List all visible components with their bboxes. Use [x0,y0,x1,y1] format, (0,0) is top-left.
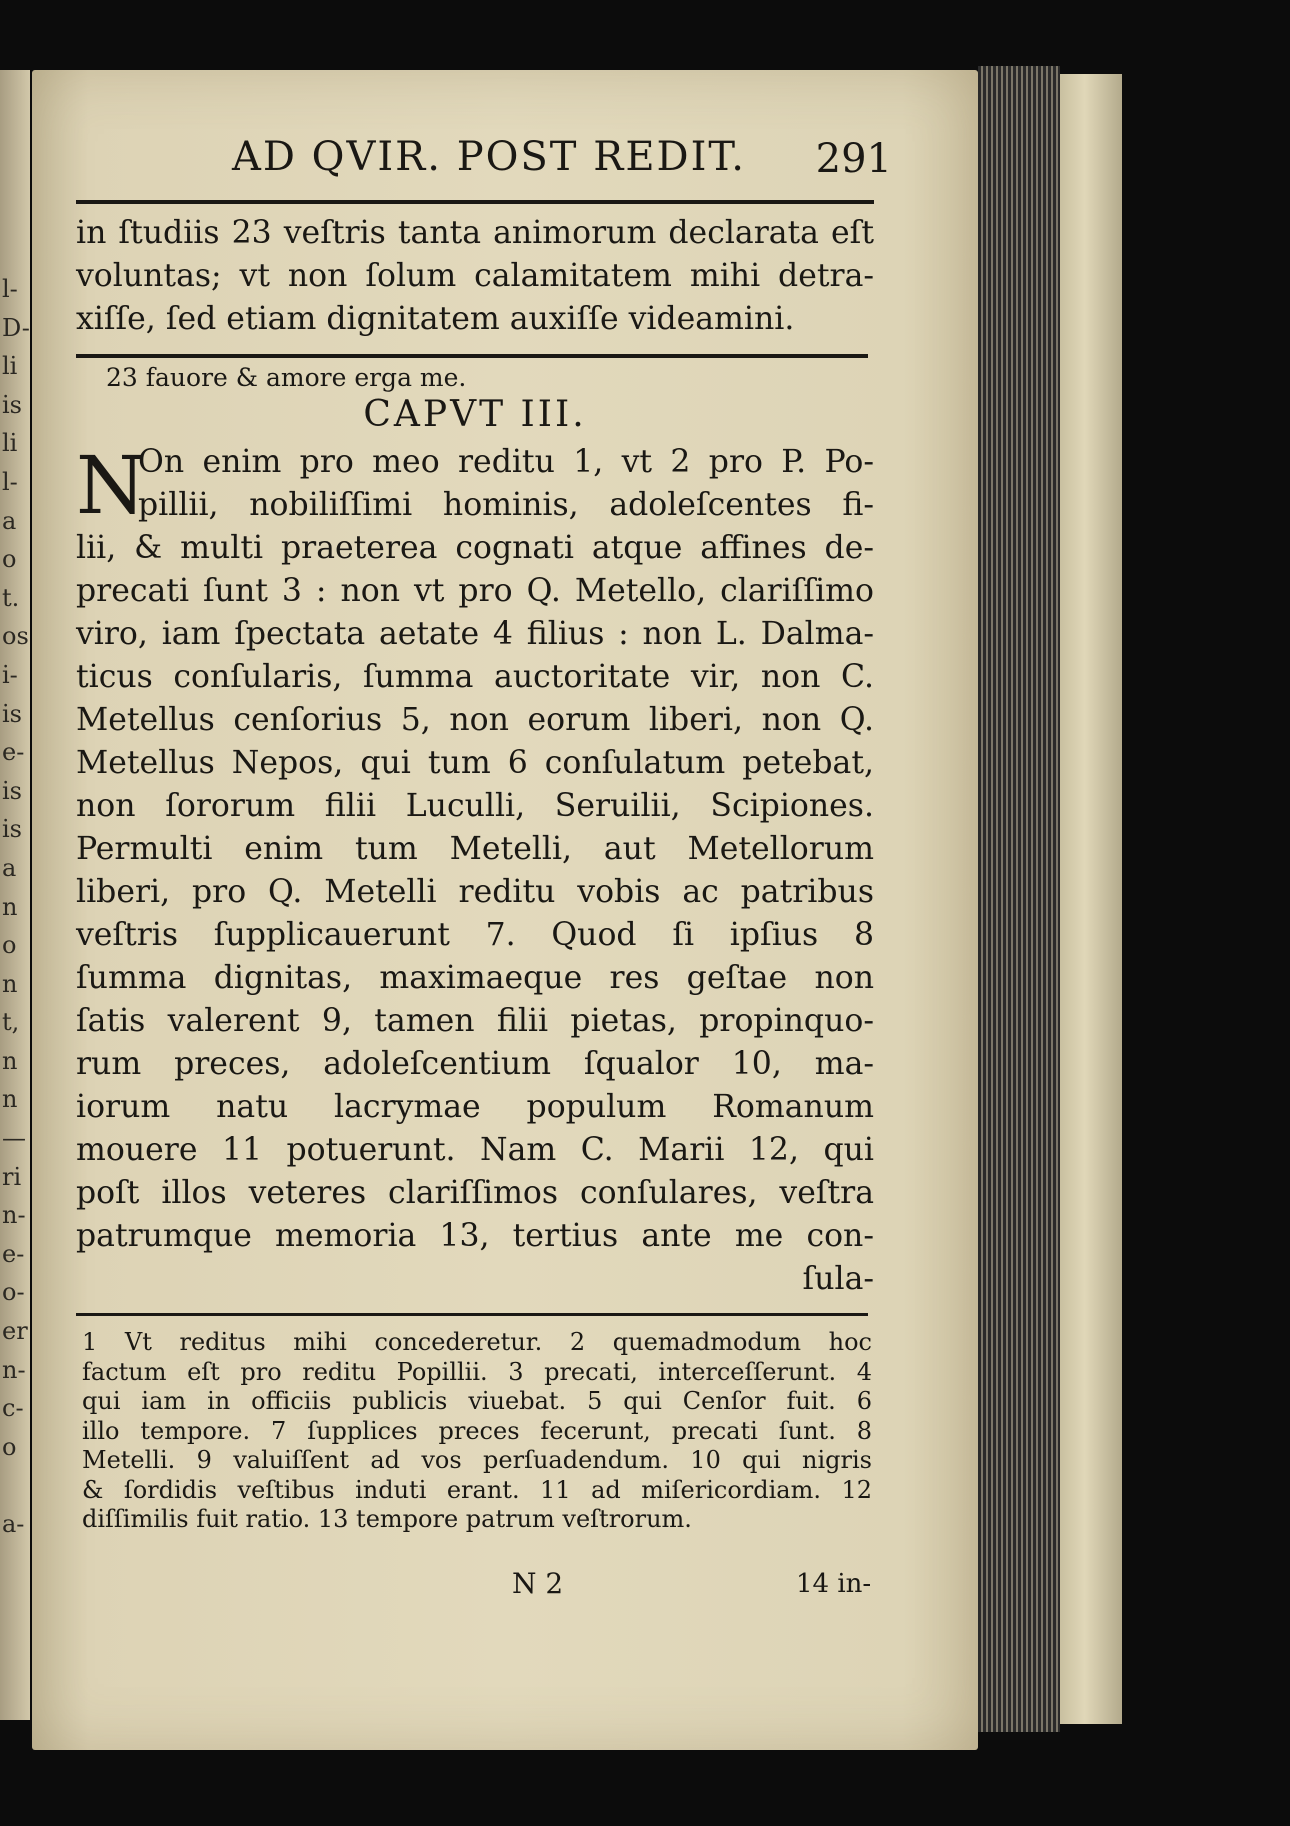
text-line: mouere 11 potuerunt. Nam C. Marii 12, qui [76,1132,874,1168]
text-line: veſtris ſupplicauerunt 7. Quod ſi ipſius 8 [76,917,874,953]
footnote-line: factum eſt pro reditu Popillii. 3 precati, interceſſerunt. 4 [82,1357,872,1386]
text-line: iorum natu lacrymae populum Romanum [76,1089,874,1125]
drop-cap: N [76,439,146,532]
running-head [232,134,892,180]
gutter-fragment: os [2,622,29,651]
gutter-fragment: l- [2,275,18,303]
gutter-fragment: l- [2,467,18,496]
gutter-fragment: c- [2,1394,24,1423]
previous-page-edge [0,70,30,1720]
gutter-fragment: o [2,545,17,574]
gutter-fragment: a [2,506,17,535]
text-line: in ſtudiis 23 veſtris tanta animorum declarata eſt [76,215,874,251]
text-line: pillii, nobiliſſimi hominis, adoleſcentes fi- [138,487,874,523]
gutter-fragment: D- [2,313,30,342]
text-line: Metellus Nepos, qui tum 6 conſulatum petebat, [76,745,874,781]
gutter-fragment: er [2,1317,28,1346]
gutter-fragment: is [2,699,22,728]
gutter-fragment: a- [2,1510,25,1538]
gutter-fragment: e- [2,1239,25,1268]
footnote-rule-top [76,354,868,358]
main-text [76,441,874,1301]
gutter-fragment: o [2,931,17,960]
gutter-fragment: n [2,969,18,998]
page-number: 291 [815,136,892,182]
head-rule [76,200,874,204]
footnote-line: & ſordidis veſtibus induti erant. 11 ad miſericordiam. 12 [82,1475,872,1504]
gutter-fragment: is [2,776,22,805]
footnote-rule [76,1313,868,1316]
gutter-fragment: is [2,390,22,419]
text-line: precati ſunt 3 : non vt pro Q. Metello, clariſſimo [76,573,874,609]
footnote-line: Metelli. 9 valuiſſent ad vos perſuadendum. 10 qui nigris [82,1446,872,1474]
footnotes [82,1328,872,1535]
gutter-fragment: li [2,429,18,458]
text-line: Permulti enim tum Metelli, aut Metellorum [76,831,874,867]
text-line: patrumque memoria 13, tertius ante me con- [76,1218,874,1254]
text-line: liberi, pro Q. Metelli reditu vobis ac patribus [76,874,874,910]
text-line: poſt illos veteres clariſſimos conſulares, veſtra [76,1175,874,1211]
text-line: non ſororum filii Luculli, Seruilii, Scipiones. [76,788,874,824]
gutter-fragment: is [2,815,22,844]
text-line: On enim pro meo reditu 1, vt 2 pro P. Po- [138,444,874,480]
gutter-fragment: n- [2,1201,26,1230]
gutter-fragment: e- [2,738,25,767]
running-head-title: AD QVIR. POST REDIT. [232,134,746,180]
gutter-fragment: n [2,1085,18,1114]
gutter-fragment: i- [2,660,18,689]
gutter-fragment: o- [2,1278,25,1307]
footnote-line: qui iam in officiis publicis viuebat. 5 qui Cenſor fuit. 6 [82,1387,872,1415]
text-line: lii, & multi praeterea cognati atque affines de- [76,530,874,566]
text-line: voluntas; vt non ſolum calamitatem mihi detra- [76,258,874,294]
gutter-fragment: n [2,892,18,921]
gutter-fragment: n- [2,1355,26,1384]
text-line: xiſſe, ſed etiam dignitatem auxiſſe videamini. [76,301,795,337]
gutter-fragment: ri [2,1162,22,1191]
footnote-line: illo tempore. 7 ſupplices preces fecerunt, precati ſunt. 8 [82,1416,872,1445]
text-line: viro, iam ſpectata aetate 4 filius : non L. Dalma- [76,616,874,652]
text-line: ticus conſularis, ſumma auctoritate vir, non C. [76,659,874,695]
text-line: Metellus cenſorius 5, non eorum liberi, non Q. [76,702,874,738]
gutter-fragment: n [2,1046,18,1075]
gutter-fragment: t, [2,1008,20,1037]
page-stack-fore-edge [978,66,1060,1732]
gutter-fragment: — [2,1124,26,1153]
catchword: 14 in- [796,1569,872,1599]
gutter-fragment: a [2,853,17,882]
top-paragraph [76,212,874,341]
gutter-fragment [2,1466,28,1505]
signature-mark: N 2 [512,1567,564,1600]
gutter-fragment: o [2,1432,17,1461]
footnote-23: 23 fauore & amore erga me. [106,363,467,392]
text-line: ſula- [802,1261,874,1297]
footnote-line: 1 Vt reditus mihi concederetur. 2 quemadmodum hoc [82,1328,872,1356]
book-cover-edge [1060,74,1122,1724]
text-line: ſatis valerent 9, tamen filii pietas, propinquo- [76,1003,874,1039]
chapter-heading: CAPVT III. [363,394,587,435]
gutter-text-fragments [2,270,28,1544]
text-line: rum preces, adoleſcentium ſqualor 10, ma- [76,1046,874,1082]
footnote-line: diſſimilis fuit ratio. 13 tempore patrum veſtrorum. [82,1505,692,1533]
gutter-fragment: t. [2,583,20,612]
text-line: ſumma dignitas, maximaeque res geſtae non [76,960,874,996]
gutter-fragment: li [2,352,18,381]
